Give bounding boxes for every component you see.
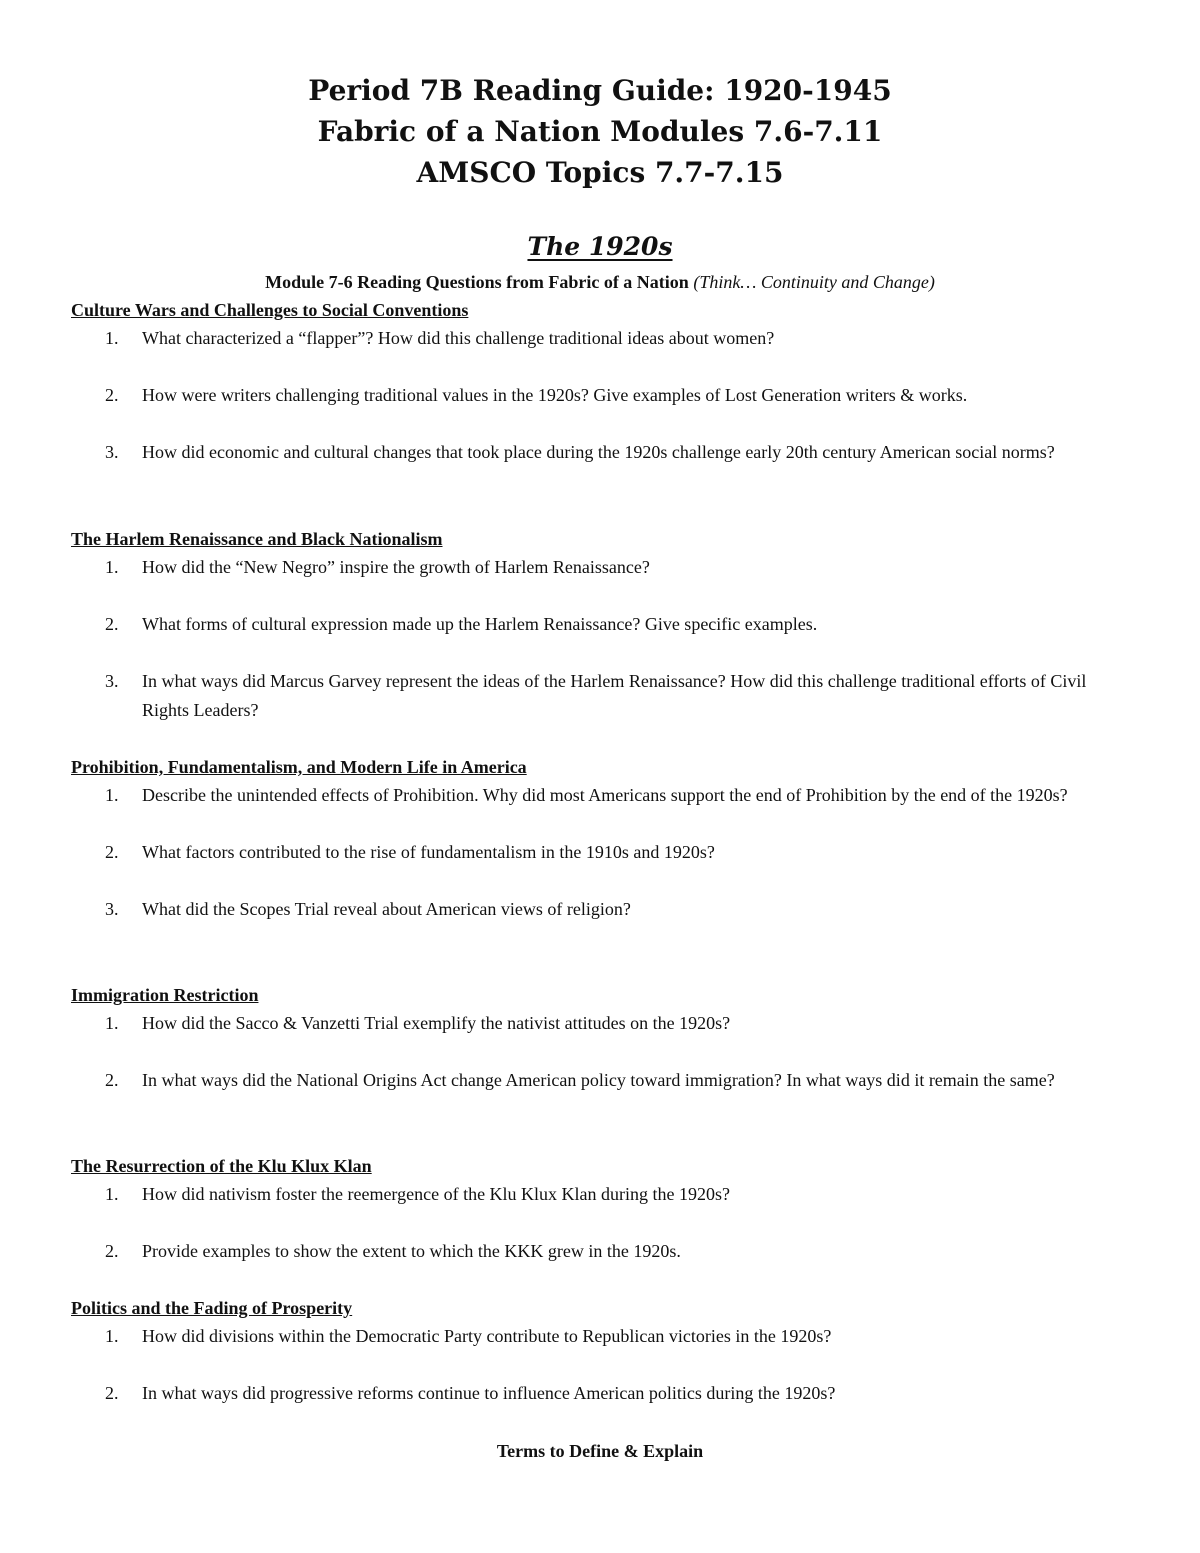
module-description xyxy=(0,268,1200,296)
question-number: 1. xyxy=(105,1013,119,1033)
question-text: How did nativism foster the reemergence of the Klu Klux Klan during the 1920s? xyxy=(142,1184,731,1204)
topic-section xyxy=(71,1294,1131,1436)
document-subtitle-modules: Fabric of a Nation Modules 7.6-7.11 xyxy=(317,115,883,148)
question-text: How did economic and cultural changes that took place during the 1920s challenge early 20th century American social norms? xyxy=(142,442,1055,462)
question-text: How did the “New Negro” inspire the growth of Harlem Renaissance? xyxy=(142,557,650,577)
topic-heading: Immigration Restriction xyxy=(71,985,259,1005)
question-number: 2. xyxy=(105,1241,119,1261)
question-item xyxy=(71,1009,1131,1038)
question-text: What forms of cultural expression made up the Harlem Renaissance? Give specific examples. xyxy=(142,614,818,634)
question-text: In what ways did the National Origins Act change American policy toward immigration? In what ways did it remain the same? xyxy=(142,1070,1055,1090)
question-item xyxy=(71,1066,1131,1095)
question-text: Describe the unintended effects of Prohibition. Why did most Americans support the end of Prohibition by the end of the 1920s? xyxy=(142,785,1068,805)
question-item xyxy=(71,438,1131,467)
question-number: 3. xyxy=(105,899,119,919)
module-label: Module 7-6 Reading Questions from Fabric of a Nation xyxy=(265,272,689,292)
question-item xyxy=(71,667,1131,725)
question-text: How were writers challenging traditional values in the 1920s? Give examples of Lost Generation writers & works. xyxy=(142,385,968,405)
document-subtitle-topics: AMSCO Topics 7.7-7.15 xyxy=(416,156,784,189)
question-text: In what ways did progressive reforms continue to influence American politics during the 1920s? xyxy=(142,1383,836,1403)
question-number: 3. xyxy=(105,442,119,462)
question-item xyxy=(71,895,1131,924)
question-text: What characterized a “flapper”? How did this challenge traditional ideas about women? xyxy=(142,328,775,348)
topic-section xyxy=(71,296,1131,495)
question-number: 1. xyxy=(105,1184,119,1204)
question-text: In what ways did Marcus Garvey represent the ideas of the Harlem Renaissance? How did this challenge traditional efforts of Civil Rights Leaders? xyxy=(142,671,1087,720)
terms-heading: Terms to Define & Explain xyxy=(496,1441,704,1461)
question-number: 2. xyxy=(105,842,119,862)
question-text: How did divisions within the Democratic Party contribute to Republican victories in the 1920s? xyxy=(142,1326,832,1346)
question-number: 2. xyxy=(105,614,119,634)
question-number: 2. xyxy=(105,385,119,405)
topic-section xyxy=(71,981,1131,1123)
question-number: 2. xyxy=(105,1070,119,1090)
question-text: How did the Sacco & Vanzetti Trial exemplify the nativist attitudes on the 1920s? xyxy=(142,1013,731,1033)
topic-section xyxy=(71,753,1131,952)
question-item xyxy=(71,1237,1131,1266)
question-item xyxy=(71,610,1131,639)
question-item xyxy=(71,1322,1131,1351)
question-number: 1. xyxy=(105,557,119,577)
topic-heading: Prohibition, Fundamentalism, and Modern Life in America xyxy=(71,757,527,777)
topic-section xyxy=(71,525,1131,753)
topic-section xyxy=(71,1152,1131,1294)
question-item xyxy=(71,324,1131,353)
question-number: 2. xyxy=(105,1383,119,1403)
question-text: What did the Scopes Trial reveal about American views of religion? xyxy=(142,899,631,919)
question-number: 1. xyxy=(105,328,119,348)
question-item xyxy=(71,781,1131,810)
topic-heading: The Harlem Renaissance and Black Nationalism xyxy=(71,529,443,549)
question-text: What factors contributed to the rise of fundamentalism in the 1910s and 1920s? xyxy=(142,842,715,862)
document-title-block xyxy=(0,70,1200,193)
module-note: (Think… Continuity and Change) xyxy=(693,272,935,292)
topic-heading: Politics and the Fading of Prosperity xyxy=(71,1298,353,1318)
question-text: Provide examples to show the extent to which the KKK grew in the 1920s. xyxy=(142,1241,681,1261)
topic-heading: Culture Wars and Challenges to Social Conventions xyxy=(71,300,469,320)
section-title: The 1920s xyxy=(527,232,673,261)
document-title: Period 7B Reading Guide: 1920-1945 xyxy=(308,74,892,107)
question-item xyxy=(71,1180,1131,1209)
question-number: 1. xyxy=(105,1326,119,1346)
question-item xyxy=(71,553,1131,582)
question-number: 1. xyxy=(105,785,119,805)
question-item xyxy=(71,381,1131,410)
question-number: 3. xyxy=(105,671,119,691)
question-item xyxy=(71,1379,1131,1408)
question-item xyxy=(71,838,1131,867)
topic-heading: The Resurrection of the Klu Klux Klan xyxy=(71,1156,372,1176)
